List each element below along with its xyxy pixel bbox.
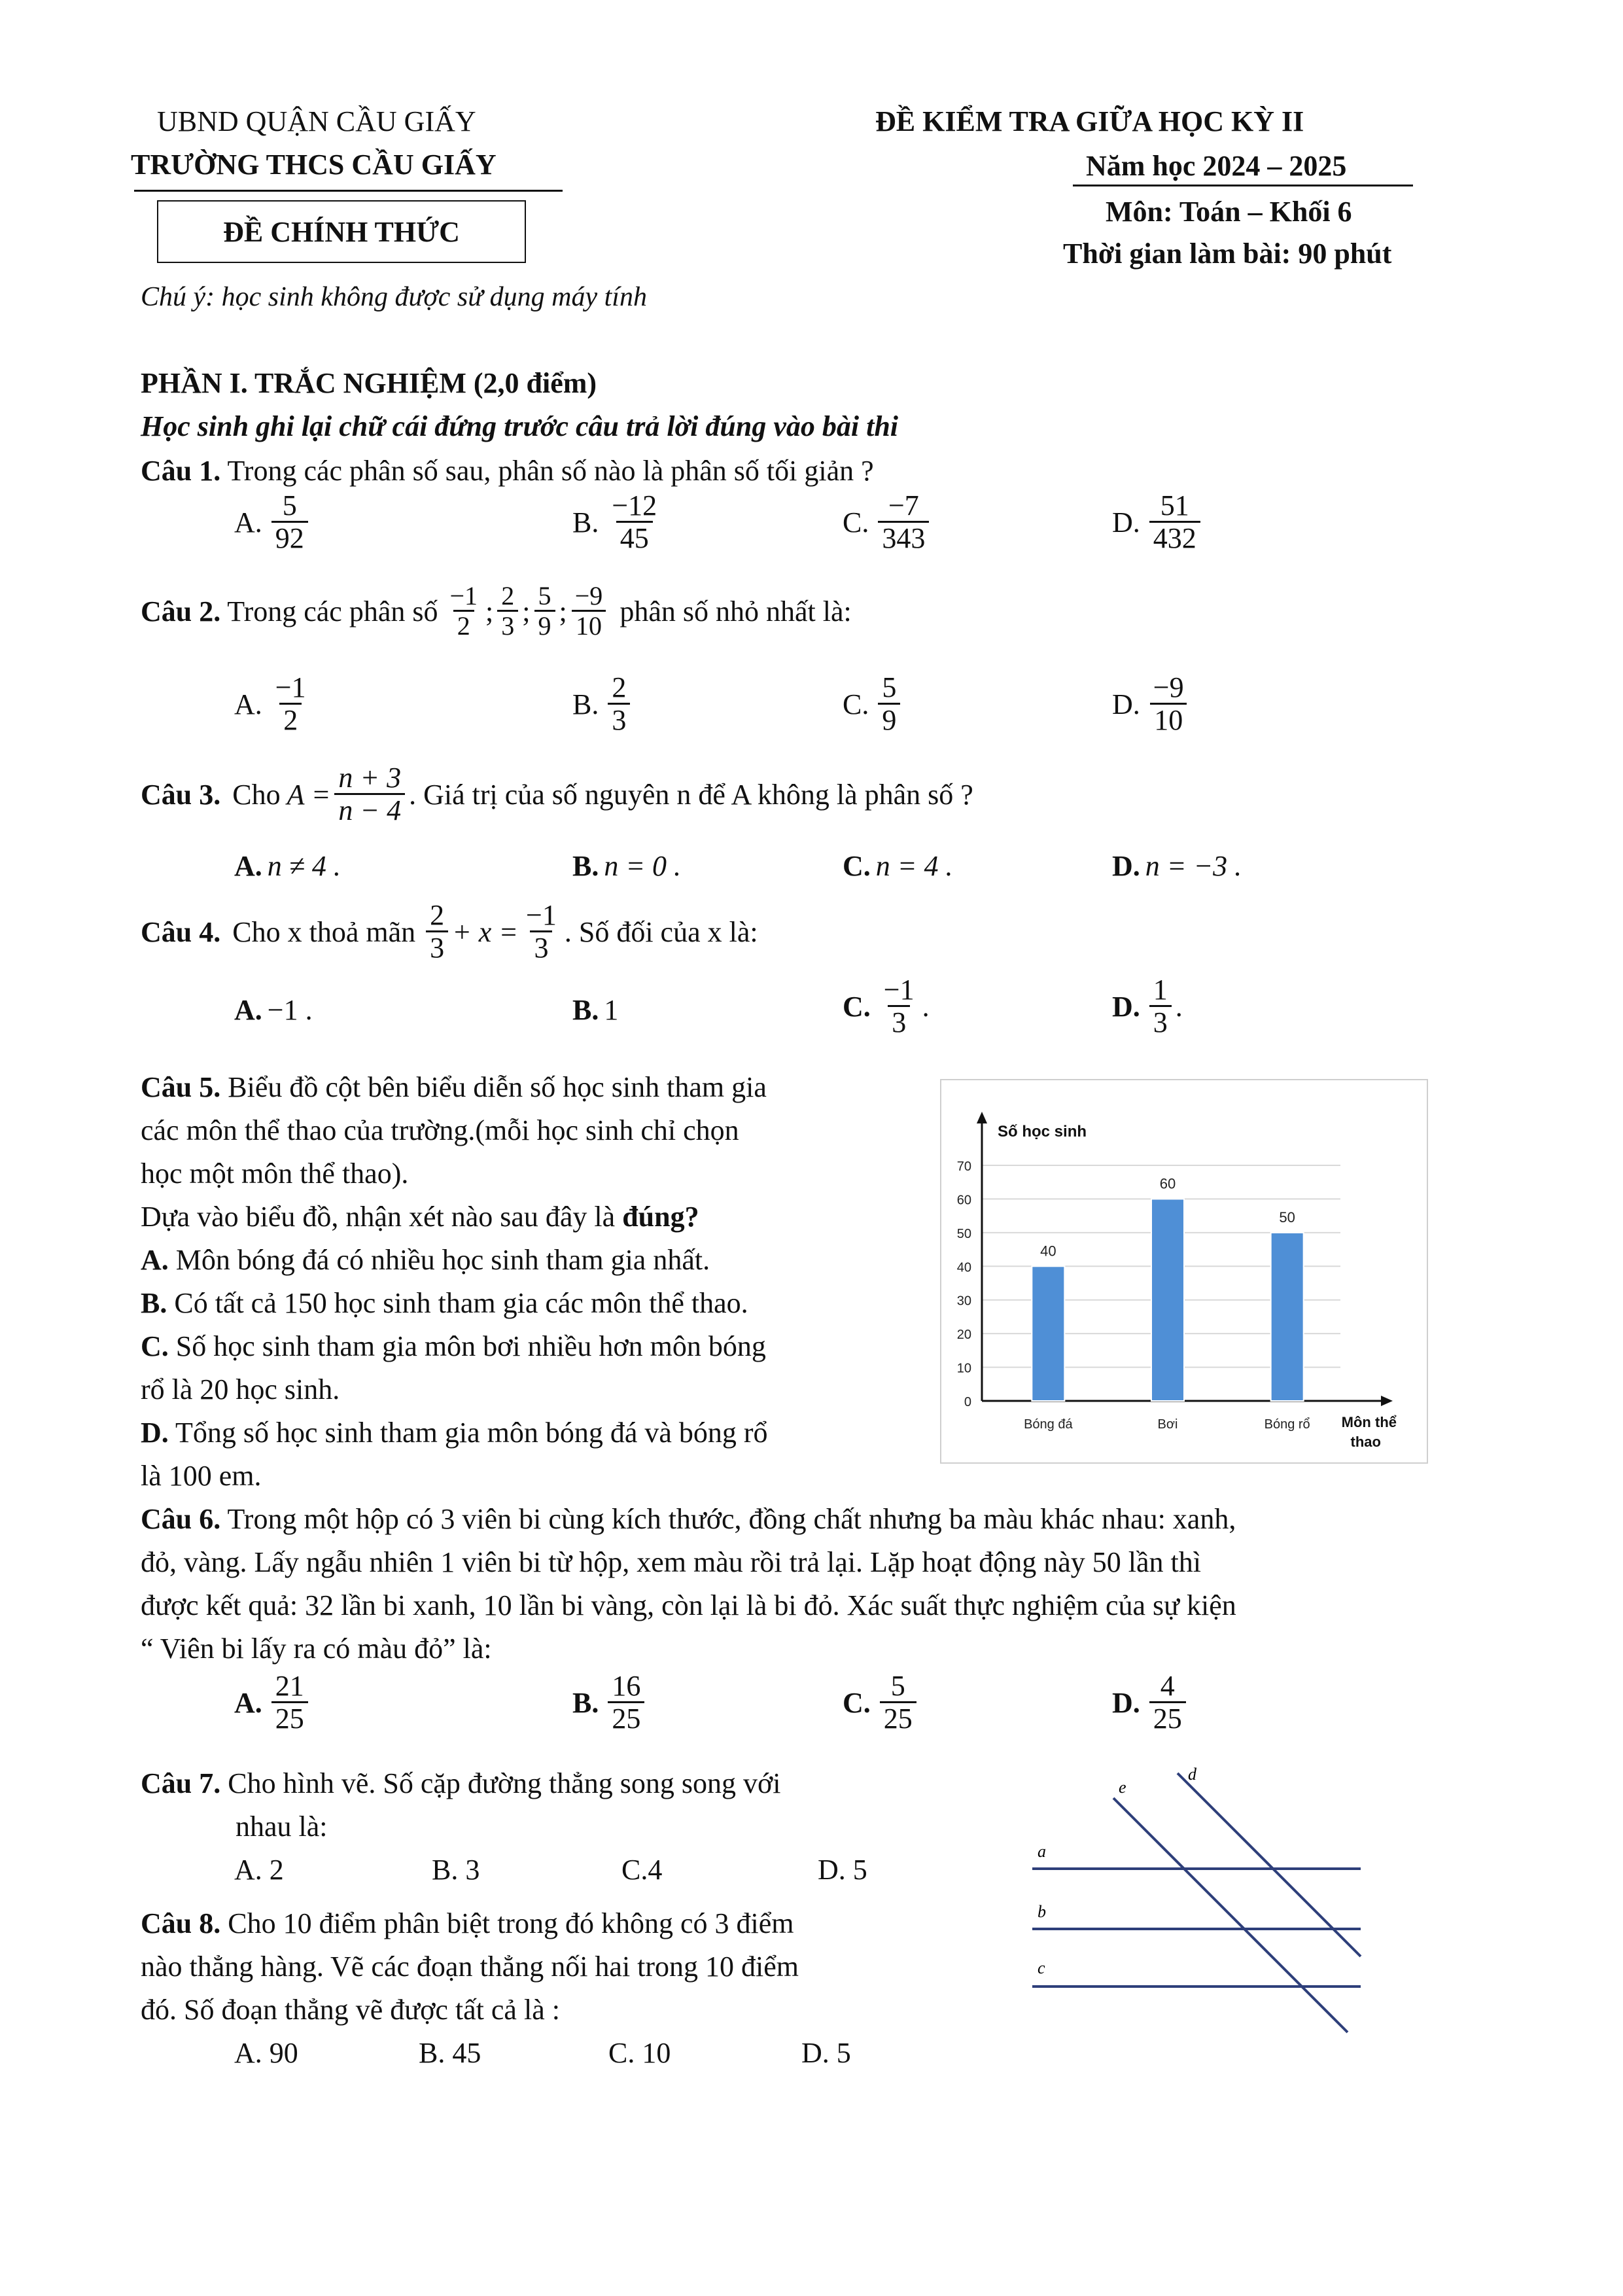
x-tick-label-2: Bóng rổ: [1264, 1417, 1310, 1432]
q5-option-c-label: C.: [141, 1330, 169, 1362]
part1-title: PHẦN I. TRẮC NGHIỆM (2,0 điểm): [141, 367, 597, 399]
q4-c-den: 3: [888, 1005, 910, 1038]
q4-option-c-label: C.: [843, 991, 871, 1023]
q5-line1: [141, 1070, 767, 1104]
q7-line1: [141, 1767, 781, 1800]
label-d: d: [1188, 1765, 1196, 1784]
q4-option-d-label: D.: [1112, 991, 1140, 1023]
q2-label: Câu 2.: [141, 595, 221, 627]
q6-c-den: 25: [880, 1701, 916, 1735]
q2-text-before: Trong các phân số: [227, 595, 438, 627]
q1-option-c-label: C.: [843, 506, 869, 539]
q3-label: Câu 3.: [141, 779, 221, 811]
q3-option-c[interactable]: [843, 849, 952, 883]
x-tick-label-1: Bơi: [1157, 1417, 1178, 1432]
q6-c-num: 5: [890, 1670, 905, 1702]
q1-option-b-label: B.: [572, 506, 599, 539]
q2-option-c-label: C.: [843, 688, 869, 721]
q3-text-before: Cho: [232, 779, 281, 811]
q5-option-a-label: A.: [141, 1244, 169, 1276]
q5-option-b[interactable]: [141, 1286, 748, 1320]
q4-option-b[interactable]: [572, 993, 618, 1027]
q2-b-num: 2: [612, 671, 627, 703]
q1-c-den: 343: [878, 521, 929, 554]
q5-option-b-text: Có tất cả 150 học sinh tham gia các môn thể thao.: [174, 1287, 748, 1319]
q4-f2-num: −1: [526, 899, 557, 931]
q6-line2: đỏ, vàng. Lấy ngẫu nhiên 1 viên bi từ hộp, xem màu rồi trả lại. Lặp hoạt động này 50 lần thì: [141, 1546, 1201, 1578]
q1-stem: [141, 454, 874, 487]
q3-option-c-value: n = 4 .: [875, 850, 953, 882]
bar-2: [1271, 1233, 1304, 1401]
q2-f4-num: −9: [574, 581, 603, 610]
q8-option-c[interactable]: C. 10: [608, 2037, 671, 2069]
q1-b-den: 45: [616, 521, 653, 554]
q6-b-num: 16: [612, 1670, 641, 1702]
q7-option-c[interactable]: C.4: [621, 1854, 663, 1886]
q4-c-num: −1: [883, 974, 915, 1006]
q7-line1-text: Cho hình vẽ. Số cặp đường thẳng song song với: [228, 1767, 781, 1799]
q4-label: Câu 4.: [141, 916, 221, 949]
y-tick-label-3: 30: [956, 1294, 971, 1309]
q4-d-tail: .: [1175, 991, 1183, 1023]
q5-line4: [141, 1200, 699, 1233]
q5-option-c[interactable]: [141, 1330, 766, 1363]
y-tick-label-2: 20: [956, 1328, 971, 1343]
q3-option-d-value: n = −3 .: [1145, 850, 1242, 882]
q5-option-d-label: D.: [141, 1417, 169, 1449]
header-left-line2: TRƯỜNG THCS CẦU GIẤY: [131, 149, 497, 181]
q1-b-num: −12: [612, 489, 657, 521]
q8-line3: đó. Số đoạn thẳng vẽ được tất cả là :: [141, 1994, 560, 2026]
q6-line4: “ Viên bi lấy ra có màu đỏ” là:: [141, 1633, 492, 1665]
q2-a-den: 2: [279, 703, 302, 736]
q2-text-after: phân số nhỏ nhất là:: [620, 595, 852, 627]
q5-option-b-label: B.: [141, 1287, 167, 1319]
q3-option-a-label: A.: [234, 850, 262, 882]
q3-text-after: . Giá trị của số nguyên n để A không là phân số ?: [409, 779, 973, 811]
label-c: c: [1038, 1958, 1045, 1977]
y-axis-title: Số học sinh: [998, 1123, 1087, 1140]
label-b: b: [1038, 1902, 1046, 1921]
bar-0: [1032, 1266, 1064, 1401]
y-tick-label-0: 0: [964, 1395, 971, 1409]
q6-d-num: 4: [1160, 1670, 1175, 1702]
q5-option-c-text1: Số học sinh tham gia môn bơi nhiều hơn môn bóng: [175, 1330, 766, 1362]
q7-label: Câu 7.: [141, 1767, 221, 1799]
q4-option-a-label: A.: [234, 994, 262, 1026]
q4-d-num: 1: [1153, 974, 1168, 1006]
bar-1: [1151, 1199, 1184, 1401]
q6-option-b-label: B.: [572, 1687, 599, 1720]
q4-f2-den: 3: [530, 930, 552, 964]
q4-text-before: Cho x thoả mãn: [232, 916, 416, 949]
q6-option-a-label: A.: [234, 1687, 262, 1720]
q5-line4-text: Dựa vào biểu đồ, nhận xét nào sau đây là: [141, 1201, 616, 1233]
x-axis-title-line2: thao: [1350, 1434, 1381, 1450]
q2-option-c[interactable]: [843, 673, 904, 737]
q3-option-a[interactable]: [234, 849, 341, 883]
q1-text: Trong các phân số sau, phân số nào là phân số tối giản ?: [227, 455, 874, 487]
official-exam-label: ĐỀ CHÍNH THỨC: [223, 215, 460, 248]
q4-option-b-value: 1: [604, 994, 619, 1026]
y-tick-label-1: 10: [956, 1361, 971, 1376]
part1-instruction: Học sinh ghi lại chữ cái đứng trước câu trả lời đúng vào bài thi: [141, 410, 899, 442]
parallel-lines-svg: [1021, 1760, 1374, 2048]
q2-option-b[interactable]: [572, 673, 634, 737]
q6-option-d-label: D.: [1112, 1687, 1140, 1720]
q2-option-b-label: B.: [572, 688, 599, 721]
q3-option-c-label: C.: [843, 850, 871, 882]
q5-option-a-text: Môn bóng đá có nhiều học sinh tham gia nhất.: [175, 1244, 710, 1276]
q5-line3: học một môn thể thao).: [141, 1157, 409, 1190]
q2-d-num: −9: [1153, 671, 1184, 703]
y-tick-label-4: 40: [956, 1260, 971, 1275]
bar-value-label-1: 60: [1159, 1175, 1176, 1192]
q2-a-num: −1: [275, 671, 306, 703]
q2-sep-1: ;: [485, 595, 494, 627]
q2-f3-den: 9: [534, 610, 555, 641]
q4-c-tail: .: [922, 991, 930, 1023]
q4-stem: [141, 900, 758, 964]
q3-option-d-label: D.: [1112, 850, 1140, 882]
q6-b-den: 25: [608, 1701, 644, 1735]
q3-num: n + 3: [338, 762, 402, 794]
q5-option-d-cont: là 100 em.: [141, 1460, 262, 1492]
q2-option-a-label: A.: [234, 688, 262, 721]
q5-line4-bold: đúng?: [622, 1201, 699, 1233]
q2-sep-3: ;: [559, 595, 567, 627]
q1-option-d-label: D.: [1112, 506, 1140, 539]
header-right-underline: [1073, 185, 1413, 186]
q6-label: Câu 6.: [141, 1503, 221, 1535]
q6-option-b[interactable]: [572, 1671, 648, 1735]
q4-option-b-label: B.: [572, 994, 599, 1026]
q4-text-after: . Số đối của x là:: [564, 916, 758, 949]
x-axis-title-line1: Môn thể: [1341, 1414, 1397, 1430]
q2-stem: [141, 582, 852, 641]
q4-option-a[interactable]: [234, 993, 313, 1027]
q6-option-c-label: C.: [843, 1687, 871, 1720]
q8-label: Câu 8.: [141, 1907, 221, 1939]
q1-label: Câu 1.: [141, 455, 221, 487]
q5-line1-text: Biểu đồ cột bên biểu diễn số học sinh tham gia: [228, 1071, 767, 1103]
bar-value-label-2: 50: [1279, 1209, 1295, 1226]
q2-f1-den: 2: [453, 610, 474, 641]
q2-f2-num: 2: [501, 581, 515, 610]
q6-d-den: 25: [1149, 1701, 1186, 1735]
q5-option-a[interactable]: [141, 1243, 710, 1277]
q4-d-den: 3: [1149, 1005, 1172, 1038]
q8-line1-text: Cho 10 điểm phân biệt trong đó không có 3 điểm: [228, 1907, 794, 1939]
header-right-line4: Thời gian làm bài: 90 phút: [1063, 238, 1392, 270]
q3-option-a-value: n ≠ 4 .: [267, 850, 341, 882]
q5-line2: các môn thể thao của trường.(mỗi học sinh chỉ chọn: [141, 1114, 739, 1146]
q1-a-den: 92: [271, 521, 308, 554]
header-right-line1: ĐỀ KIỂM TRA GIỮA HỌC KỲ II: [875, 105, 1304, 137]
q8-option-b[interactable]: B. 45: [419, 2037, 481, 2069]
q2-option-d-label: D.: [1112, 688, 1140, 721]
q2-c-num: 5: [882, 671, 897, 703]
q7-option-d[interactable]: D. 5: [818, 1854, 867, 1886]
q2-f4-den: 10: [572, 610, 606, 641]
q4-option-c[interactable]: [843, 975, 930, 1039]
header-right-line3: Môn: Toán – Khối 6: [1106, 196, 1352, 228]
q1-option-a-label: A.: [234, 506, 262, 539]
q1-d-den: 432: [1149, 521, 1200, 554]
q2-b-den: 3: [608, 703, 630, 736]
header-right-line2: Năm học 2024 – 2025: [1086, 150, 1347, 182]
label-a: a: [1038, 1842, 1046, 1861]
header-left-underline: [134, 190, 563, 192]
q3-den: n − 4: [334, 793, 405, 826]
bar-chart-svg: [941, 1080, 1427, 1462]
q2-sep-2: ;: [522, 595, 531, 627]
q3-option-b-label: B.: [572, 850, 599, 882]
q2-option-a[interactable]: [234, 673, 314, 737]
q8-line2: nào thẳng hàng. Vẽ các đoạn thẳng nối hai trong 10 điểm: [141, 1951, 799, 1983]
y-axis-arrow: [977, 1112, 987, 1123]
q5-option-d[interactable]: [141, 1416, 768, 1449]
official-exam-box: [157, 200, 526, 263]
q8-option-d[interactable]: D. 5: [801, 2037, 851, 2069]
q4-f1-num: 2: [430, 899, 445, 931]
q4-mid: + x =: [452, 916, 519, 949]
q6-a-num: 21: [275, 1670, 304, 1702]
q2-f1-num: −1: [449, 581, 478, 610]
q5-option-c-cont: rổ là 20 học sinh.: [141, 1373, 340, 1405]
q4-option-a-value: −1 .: [267, 994, 313, 1026]
q7-line2: nhau là:: [236, 1810, 328, 1843]
q6-option-a[interactable]: [234, 1671, 312, 1735]
q7-option-b[interactable]: B. 3: [432, 1854, 480, 1886]
q1-option-d[interactable]: [1112, 491, 1204, 555]
q1-d-num: 51: [1160, 489, 1189, 521]
x-axis-arrow: [1381, 1396, 1393, 1406]
q5-option-d-text1: Tổng số học sinh tham gia môn bóng đá và bóng rổ: [175, 1417, 768, 1449]
q1-option-b[interactable]: [572, 491, 665, 555]
y-tick-label-7: 70: [956, 1159, 971, 1174]
q6-option-d[interactable]: [1112, 1671, 1190, 1735]
q2-f3-num: 5: [538, 581, 551, 610]
q3-lhs: A =: [287, 779, 331, 811]
q4-f1-den: 3: [426, 930, 448, 964]
q8-line1: [141, 1907, 794, 1940]
q3-stem: [141, 763, 973, 827]
y-tick-label-6: 60: [956, 1193, 971, 1208]
q7-option-a[interactable]: A. 2: [234, 1854, 284, 1886]
bar-value-label-0: 40: [1040, 1243, 1056, 1260]
q3-option-b-value: n = 0 .: [604, 850, 682, 882]
q6-option-c[interactable]: [843, 1671, 920, 1735]
q8-option-a[interactable]: A. 90: [234, 2037, 298, 2069]
y-tick-label-5: 50: [956, 1226, 971, 1241]
q1-option-a[interactable]: [234, 491, 312, 555]
parallel-lines-figure: [1021, 1760, 1374, 2048]
label-e: e: [1119, 1778, 1126, 1797]
x-tick-label-0: Bóng đá: [1024, 1417, 1073, 1432]
q3-option-b[interactable]: [572, 849, 681, 883]
note: Chú ý: học sinh không được sử dụng máy tính: [141, 282, 647, 312]
q6-line3: được kết quả: 32 lần bi xanh, 10 lần bi vàng, còn lại là bi đỏ. Xác suất thực nghiệm của sự kiện: [141, 1589, 1236, 1621]
q1-a-num: 5: [282, 489, 297, 521]
q4-option-d[interactable]: [1112, 975, 1183, 1039]
q2-d-den: 10: [1150, 703, 1187, 736]
q2-option-d[interactable]: [1112, 673, 1192, 737]
line-e: [1113, 1798, 1348, 2032]
header-left-line1: UBND QUẬN CẦU GIẤY: [157, 105, 476, 137]
q6-line1-text: Trong một hộp có 3 viên bi cùng kích thước, đồng chất nhưng ba màu khác nhau: xanh,: [227, 1503, 1236, 1535]
q1-c-num: −7: [888, 489, 919, 521]
bar-chart: [940, 1079, 1428, 1464]
q1-option-c[interactable]: [843, 491, 933, 555]
q3-option-d[interactable]: [1112, 849, 1242, 883]
q6-a-den: 25: [271, 1701, 308, 1735]
q5-label: Câu 5.: [141, 1071, 221, 1103]
q6-line1: [141, 1502, 1236, 1536]
q2-f2-den: 3: [497, 610, 518, 641]
q2-c-den: 9: [878, 703, 900, 736]
